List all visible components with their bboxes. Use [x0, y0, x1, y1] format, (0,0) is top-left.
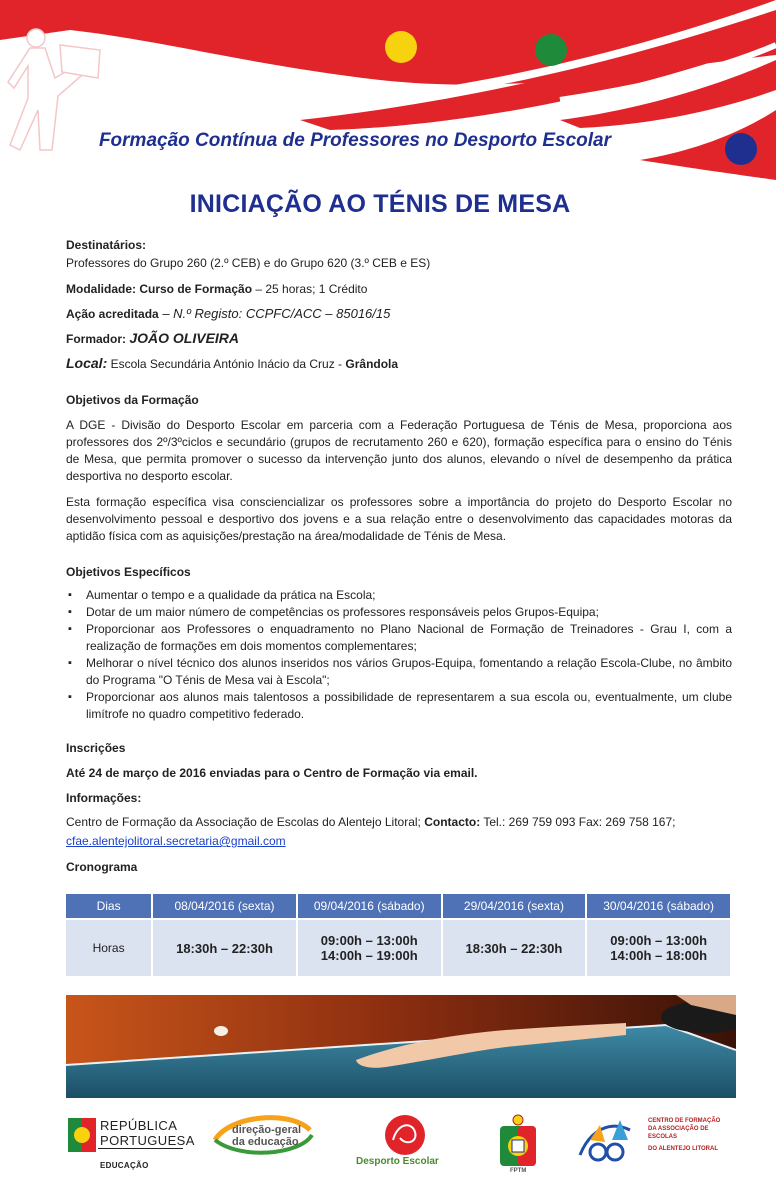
cf-line: CENTRO DE FORMAÇÃO	[648, 1118, 721, 1124]
time-range: 18:30h – 22:30h	[465, 940, 563, 956]
inscricoes-title: Inscrições	[66, 741, 126, 755]
objetivos-formacao-p2: Esta formação específica visa consciencializar os professores sobre a importância do projeto do Desporto Escolar no desenvolvimento pessoal e desportivo dos jovens e a sua relação entre o desenvolvimento das capacidades motoras da aptidão física com as aquisições/prestação na área/modalidade de Ténis de Mesa.	[66, 495, 732, 543]
dge-line: direção-geral	[232, 1124, 302, 1136]
table-cell	[443, 920, 586, 976]
centro-formacao-logo-icon	[580, 1120, 630, 1160]
desporto-escolar-logo-icon	[385, 1115, 425, 1155]
contacto-value: Tel.: 269 759 093 Fax: 269 758 167;	[480, 815, 676, 829]
centro-formacao-text	[648, 1117, 720, 1153]
list-item: ▪ Proporcionar aos Professores o enquadramento no Plano Nacional de Formação de Treinadores - Grau I, com a realização de formações em dois momentos complementares;	[76, 621, 732, 655]
informacoes-title: Informações:	[66, 791, 142, 805]
objetivos-formacao-p1: A DGE - Divisão do Desporto Escolar em parceria com a Federação Portuguesa de Ténis de Mesa, proporciona aos professores dos 2º/3ºciclos e secundário (grupos de recrutamento 260 e 620), formação específica para o ensino do Ténis de Mesa, que permita promover o sucesso da intervenção junto dos alunos, elevando o nível de desempenho da prática desportiva no desporto escolar.	[66, 418, 732, 483]
modalidade-value: – 25 horas; 1 Crédito	[252, 282, 368, 296]
table-row	[66, 920, 730, 976]
table-cell	[298, 920, 441, 976]
schedule-table	[64, 892, 732, 978]
table-header: 29/04/2016 (sexta)	[443, 894, 586, 918]
time-range: 09:00h – 13:00h	[610, 933, 708, 948]
list-item: ▪ Proporcionar aos alunos mais talentosos a possibilidade de representarem a sua escola ou, eventualmente, um clube limítrofe no quadro competitivo federado.	[76, 689, 732, 723]
destinatarios-value: Professores do Grupo 260 (2.º CEB) e do Grupo 620 (3.º CEB e ES)	[66, 256, 431, 270]
republica-portuguesa-text	[100, 1118, 195, 1148]
time-range: 18:30h – 22:30h	[176, 940, 273, 956]
page-title: INICIAÇÃO AO TÉNIS DE MESA	[189, 190, 571, 218]
acao-label: Ação acreditada	[66, 307, 159, 321]
table-header: 30/04/2016 (sábado)	[587, 894, 730, 918]
formador-label: Formador:	[66, 332, 126, 346]
formador-value: JOÃO OLIVEIRA	[129, 330, 240, 346]
educacao-label: EDUCAÇÃO	[100, 1161, 149, 1170]
inscricoes-text: Até 24 de março de 2016 enviadas para o Centro de Formação via email.	[66, 766, 478, 780]
local-label: Local:	[66, 355, 108, 371]
table-header: Dias	[66, 894, 151, 918]
local-town: Grândola	[345, 357, 399, 371]
table-cell	[587, 920, 730, 976]
content	[66, 237, 732, 876]
yellow-ball-icon	[385, 31, 417, 63]
list-item: ▪ Aumentar o tempo e a qualidade da prática na Escola;	[76, 587, 732, 604]
row-label: Horas	[66, 920, 151, 976]
fptm-label: FPTM	[510, 1168, 527, 1174]
table-header: 09/04/2016 (sábado)	[298, 894, 441, 918]
table-header: 08/04/2016 (sexta)	[153, 894, 296, 918]
cronograma-title: Cronograma	[66, 860, 138, 874]
course-subtitle: Formação Contínua de Professores no Desporto Escolar	[98, 130, 612, 151]
objetivos-especificos-title: Objetivos Específicos	[66, 565, 191, 579]
list-item: ▪ Dotar de um maior número de competências os professores responsáveis pelos Grupos-Equipa;	[76, 604, 732, 621]
dge-text	[232, 1124, 301, 1148]
time-range: 14:00h – 18:00h	[610, 948, 708, 963]
destinatarios-label: Destinatários:	[66, 238, 147, 252]
desporto-escolar-label: Desporto Escolar	[356, 1156, 439, 1167]
contacto-label: Contacto:	[424, 815, 481, 829]
cf-line: ESCOLAS	[648, 1134, 678, 1140]
time-range: 14:00h – 19:00h	[320, 948, 418, 963]
modalidade-label: Modalidade: Curso de Formação	[66, 282, 253, 296]
portuguesa-line: PORTUGUESA	[100, 1133, 195, 1148]
cf-line: DA ASSOCIAÇÃO DE	[648, 1126, 709, 1132]
objetivos-formacao-title: Objetivos da Formação	[66, 393, 199, 407]
table-tennis-photo	[66, 995, 736, 1098]
list-item: ▪ Melhorar o nível técnico dos alunos inseridos nos vários Grupos-Equipa, fomentando a relação Escola-Clube, no âmbito do Programa "O Ténis de Mesa vai à Escola";	[76, 655, 732, 689]
fptm-logo-icon	[500, 1115, 536, 1166]
republica-line: REPÚBLICA	[100, 1118, 178, 1133]
cf-line: DO ALENTEJO LITORAL	[648, 1146, 719, 1152]
header-decoration	[0, 0, 776, 190]
acao-value: – N.º Registo: CCPFC/ACC – 85016/15	[158, 306, 391, 321]
time-range: 09:00h – 13:00h	[320, 933, 418, 948]
blue-ball-icon	[725, 133, 757, 165]
table-header-row	[66, 894, 730, 918]
email-link[interactable]: cfae.alentejolitoral.secretaria@gmail.com	[66, 834, 286, 848]
dge-line: da educação	[232, 1136, 299, 1148]
table-cell	[153, 920, 296, 976]
green-ball-icon	[535, 34, 567, 66]
local-value: Escola Secundária António Inácio da Cruz -	[110, 357, 346, 371]
objetivos-especificos-list	[66, 587, 732, 723]
informacoes-text: Centro de Formação da Associação de Escolas do Alentejo Litoral;	[66, 815, 425, 829]
